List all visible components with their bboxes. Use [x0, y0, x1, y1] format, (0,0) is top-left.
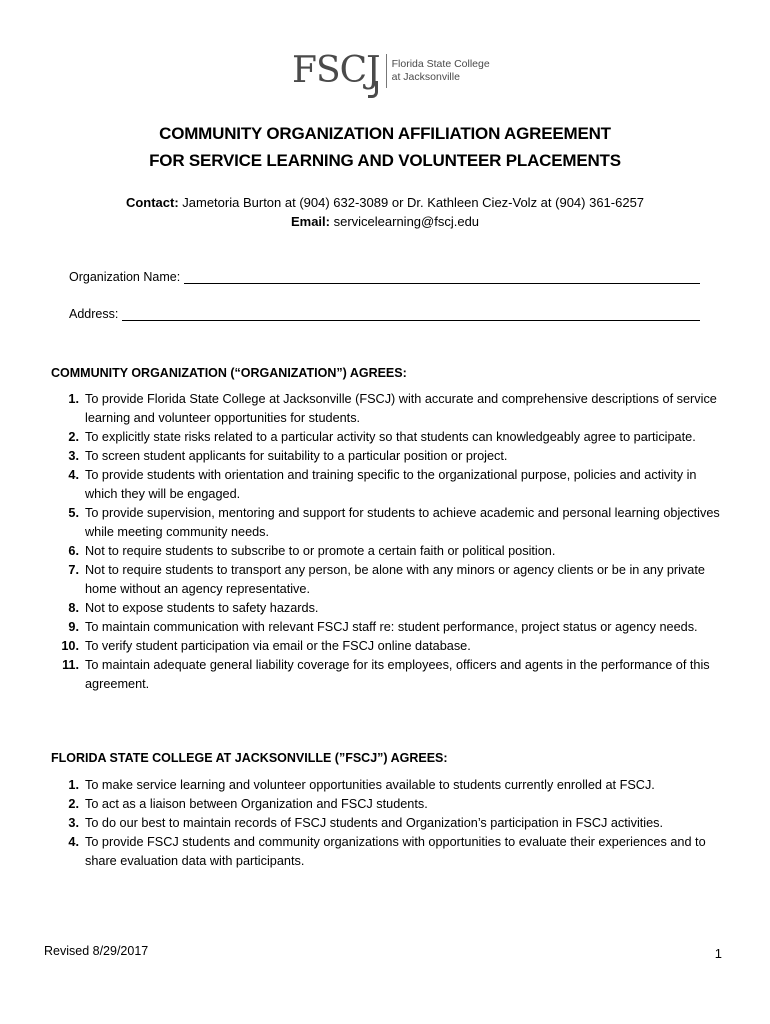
- list-item-number: 7.: [68, 563, 79, 577]
- list-item: [51, 504, 721, 542]
- list-item-number: 4.: [68, 468, 79, 482]
- list-item-text: To verify student participation via email or the FSCJ online database.: [85, 639, 471, 653]
- list-item-number: 11.: [62, 658, 79, 672]
- revised-date: Revised 8/29/2017: [44, 944, 149, 958]
- list-item: [51, 447, 721, 466]
- list-item-number: 10.: [61, 639, 79, 653]
- list-item-number: 8.: [68, 601, 79, 615]
- list-item: [51, 776, 721, 795]
- organization-name-input[interactable]: [184, 269, 700, 284]
- email-label: Email:: [290, 214, 330, 229]
- list-item-number: 5.: [68, 506, 79, 520]
- list-item-text: To provide Florida State College at Jacksonville (FSCJ) with accurate and comprehensive descriptions of service learning and volunteer opportunities for students.: [85, 392, 717, 425]
- organization-name-label: Organization Name:: [69, 270, 181, 284]
- logo-mark: [292, 50, 380, 91]
- list-item: [51, 390, 721, 428]
- list-item-text: To provide students with orientation and training specific to the organizational purpose, policies and activity in which they will be engaged.: [85, 468, 697, 501]
- list-item: [51, 795, 721, 814]
- logo-line-1: Florida State College: [391, 58, 490, 70]
- fscj-agrees-list: [51, 776, 721, 871]
- list-item: [51, 814, 721, 833]
- contact-line: [0, 194, 770, 212]
- list-item: [51, 561, 721, 599]
- list-item-number: 3.: [68, 449, 79, 463]
- list-item-text: Not to expose students to safety hazards.: [85, 601, 319, 615]
- list-item-text: Not to require students to subscribe to or promote a certain faith or political position.: [85, 544, 556, 558]
- list-item: [51, 428, 721, 447]
- email-address: servicelearning@fscj.edu: [329, 214, 480, 229]
- logo-line-2: at Jacksonville: [391, 71, 460, 83]
- list-item-text: To provide FSCJ students and community organizations with opportunities to evaluate their experiences and to share evaluation data with participants.: [85, 835, 706, 868]
- list-item: [51, 599, 721, 618]
- contact-text: Jametoria Burton at (904) 632-3089 or Dr. Kathleen Ciez-Volz at (904) 361-6257: [178, 195, 645, 210]
- list-item-text: To explicitly state risks related to a particular activity so that students can knowledgeably agree to participate.: [85, 430, 696, 444]
- list-item-text: To provide supervision, mentoring and support for students to achieve academic and personal learning objectives while meeting community needs.: [85, 506, 720, 539]
- logo-j-tail-icon: [368, 81, 378, 98]
- list-item-text: Not to require students to transport any person, be alone with any minors or agency clients or be in any private home without an agency representative.: [85, 563, 705, 596]
- list-item-number: 2.: [68, 797, 79, 811]
- list-item-number: 9.: [68, 620, 79, 634]
- page-number: 1: [714, 946, 722, 961]
- list-item: [51, 637, 721, 656]
- organization-name-field: [69, 269, 700, 284]
- list-item-number: 1.: [68, 778, 79, 792]
- list-item-number: 1.: [68, 392, 79, 406]
- list-item-number: 4.: [68, 835, 79, 849]
- fscj-agrees-heading: FLORIDA STATE COLLEGE AT JACKSONVILLE (”FSCJ”) AGREES:: [51, 751, 448, 765]
- list-item-number: 2.: [68, 430, 79, 444]
- document-title-line-2: FOR SERVICE LEARNING AND VOLUNTEER PLACEMENTS: [149, 151, 621, 170]
- logo-divider: [386, 54, 387, 88]
- list-item-text: To do our best to maintain records of FSCJ students and Organization’s participation in FSCJ activities.: [85, 816, 664, 830]
- logo-text: [392, 58, 490, 84]
- list-item-text: To make service learning and volunteer opportunities available to students currently enrolled at FSCJ.: [85, 778, 655, 792]
- list-item-number: 3.: [68, 816, 79, 830]
- list-item: [51, 466, 721, 504]
- email-line: [0, 213, 770, 231]
- list-item-text: To screen student applicants for suitability to a particular position or project.: [85, 449, 508, 463]
- fscj-logo: [292, 50, 490, 92]
- list-item: [51, 542, 721, 561]
- list-item: [51, 618, 721, 637]
- document-title-line-1: COMMUNITY ORGANIZATION AFFILIATION AGREEMENT: [159, 124, 611, 143]
- list-item: [51, 833, 721, 871]
- list-item-text: To maintain adequate general liability coverage for its employees, officers and agents in the performance of this agreement.: [85, 658, 710, 691]
- address-field: [69, 306, 700, 321]
- list-item-number: 6.: [68, 544, 79, 558]
- list-item-text: To act as a liaison between Organization and FSCJ students.: [85, 797, 428, 811]
- list-item-text: To maintain communication with relevant FSCJ staff re: student performance, project status or agency needs.: [85, 620, 698, 634]
- organization-agrees-heading: COMMUNITY ORGANIZATION (“ORGANIZATION”) AGREES:: [51, 366, 407, 380]
- address-label: Address:: [69, 307, 119, 321]
- logo-mark-text: FSCJ: [292, 50, 380, 91]
- list-item: [51, 656, 721, 694]
- address-input[interactable]: [122, 306, 700, 321]
- contact-label: Contact:: [125, 195, 179, 210]
- organization-agrees-list: [51, 390, 721, 694]
